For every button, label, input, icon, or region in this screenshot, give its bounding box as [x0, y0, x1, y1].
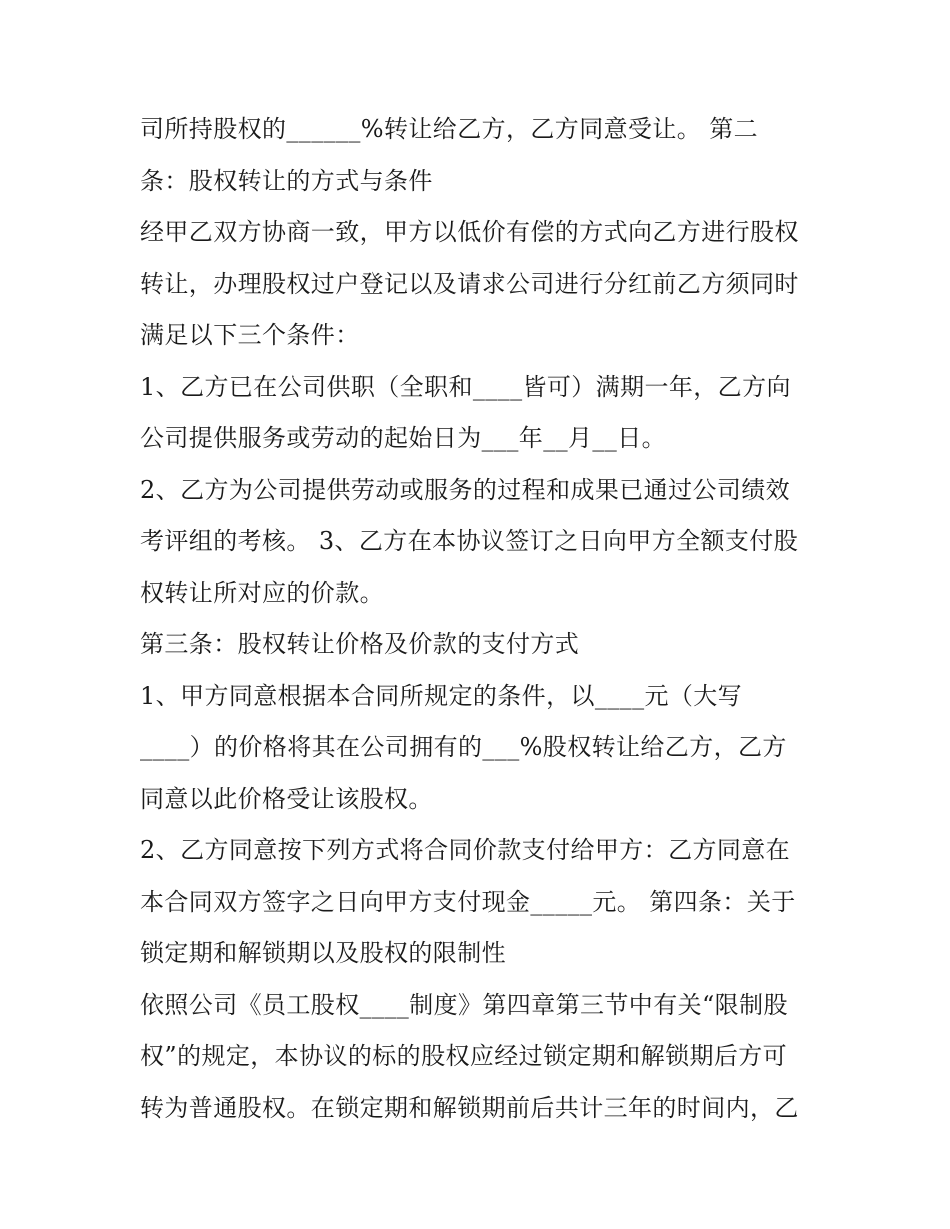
document-body	[140, 104, 820, 1134]
text-line: 满足以下三个条件：	[140, 321, 360, 349]
text-line: 权转让所对应的价款。	[140, 578, 384, 607]
text-line: 条：股权转让的方式与条件	[140, 166, 433, 195]
text-line: 转让，办理股权过户登记以及请求公司进行分红前乙方须同时	[140, 269, 799, 298]
text-line: 司所持股权的______%转让给乙方，乙方同意受让。 第二	[140, 115, 759, 143]
text-line: 第三条：股权转让价格及价款的支付方式	[140, 630, 580, 658]
text-line: 1、甲方同意根据本合同所规定的条件，以____元（大写	[140, 681, 743, 710]
text-line: 依照公司《员工股权____制度》第四章第三节中有关“限制股	[140, 990, 788, 1019]
text-line: 锁定期和解锁期以及股权的限制性	[140, 939, 506, 967]
text-line: 本合同双方签字之日向甲方支付现金_____元。 第四条：关于	[140, 887, 796, 916]
text-line: ____）的价格将其在公司拥有的___%股权转让给乙方，乙方	[140, 733, 787, 761]
text-line: 公司提供服务或劳动的起始日为___年__月__日。	[140, 424, 666, 452]
text-line: 2、乙方同意按下列方式将合同价款支付给甲方：乙方同意在	[140, 836, 791, 864]
text-line: 同意以此价格受让该股权。	[140, 784, 433, 813]
text-line: 经甲乙双方协商一致，甲方以低价有偿的方式向乙方进行股权	[140, 218, 799, 246]
text-line: 2、乙方为公司提供劳动或服务的过程和成果已通过公司绩效	[140, 475, 791, 504]
text-line: 转为普通股权。在锁定期和解锁期前后共计三年的时间内，乙	[140, 1093, 799, 1122]
text-line: 权”的规定，本协议的标的股权应经过锁定期和解锁期后方可	[140, 1042, 788, 1070]
text-line: 1、乙方已在公司供职（全职和____皆可）满期一年，乙方向	[140, 372, 791, 401]
text-line: 考评组的考核。 3、乙方在本协议签订之日向甲方全额支付股	[140, 527, 799, 555]
